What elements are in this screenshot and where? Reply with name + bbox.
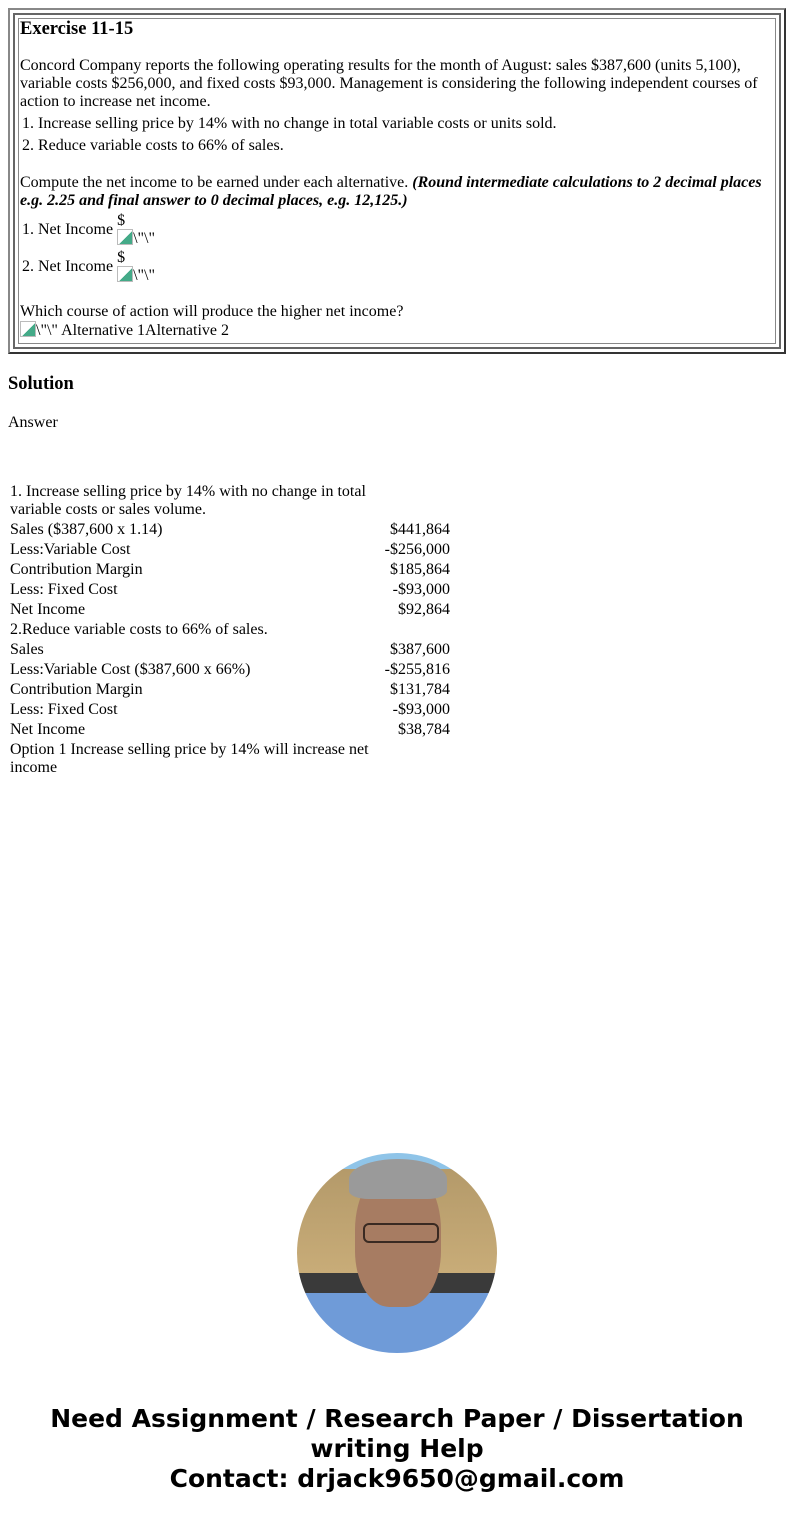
solution-heading: Solution xyxy=(8,374,74,394)
image-alt-text: \"\" xyxy=(133,230,156,247)
instruction xyxy=(20,174,766,210)
table-row xyxy=(8,600,452,620)
row-value: $38,784 xyxy=(398,721,450,738)
row-label: Option 1 Increase selling price by 14% will increase net income xyxy=(10,741,369,776)
image-alt-text: \"\" xyxy=(36,322,58,339)
exercise-title: Exercise 11-15 xyxy=(20,19,134,39)
answer-input-1[interactable] xyxy=(117,229,155,247)
table-row xyxy=(8,640,452,660)
select-options: Alternative 1Alternative 2 xyxy=(61,322,230,339)
alternative-select[interactable] xyxy=(20,321,766,340)
row-value xyxy=(372,740,452,778)
row-label: Sales ($387,600 x 1.14) xyxy=(10,521,163,538)
table-row xyxy=(8,720,452,740)
table-row xyxy=(8,660,452,680)
row-value: -$255,816 xyxy=(384,661,450,678)
row-label: Less:Variable Cost xyxy=(10,541,131,558)
table-row xyxy=(8,740,452,778)
currency-symbol: $ xyxy=(117,249,126,266)
row-value: $92,864 xyxy=(398,601,450,618)
net-income-row-1 xyxy=(22,212,766,247)
row-label: 2.Reduce variable costs to 66% of sales. xyxy=(10,621,268,638)
instruction-text: Compute the net income to be earned under each alternative. xyxy=(20,174,409,191)
glasses xyxy=(363,1223,439,1243)
table-row xyxy=(8,540,452,560)
table-row xyxy=(8,520,452,540)
row-value: -$93,000 xyxy=(392,581,450,598)
image-alt-text: \"\" xyxy=(133,267,156,284)
broken-image-icon xyxy=(117,266,133,282)
row-label: Less:Variable Cost ($387,600 x 66%) xyxy=(10,661,251,678)
table-row xyxy=(8,620,452,640)
table-row xyxy=(8,580,452,600)
table-row xyxy=(8,680,452,700)
solution-table xyxy=(8,482,452,778)
row-value xyxy=(372,482,452,520)
table-row xyxy=(8,560,452,580)
rounding-note: (Round intermediate calculations to 2 decimal places e.g. 2.25 and final answer to 0 decimal places, e.g. 12,125.) xyxy=(20,174,762,209)
answer-input-2[interactable] xyxy=(117,266,155,284)
broken-image-icon xyxy=(117,229,133,245)
row-label: Sales xyxy=(10,641,44,658)
currency-symbol: $ xyxy=(117,212,126,229)
row-label: Contribution Margin xyxy=(10,561,143,578)
row-label: Less: Fixed Cost xyxy=(10,701,118,718)
row-label: Net Income xyxy=(10,601,86,618)
answer-label: Answer xyxy=(8,414,58,431)
option-1: 1. Increase selling price by 14% with no change in total variable costs or units sold. xyxy=(22,115,557,132)
row-label: Less: Fixed Cost xyxy=(10,581,118,598)
row-value: $387,600 xyxy=(390,641,450,658)
table-row xyxy=(8,700,452,720)
row-label: Net Income xyxy=(10,721,86,738)
option-2: 2. Reduce variable costs to 66% of sales. xyxy=(22,137,284,154)
row-value: -$256,000 xyxy=(384,541,450,558)
footer-line-1: Need Assignment / Research Paper / Dissertation writing Help xyxy=(50,1404,744,1463)
row-value: $441,864 xyxy=(390,521,450,538)
author-avatar xyxy=(297,1153,497,1353)
row-value xyxy=(372,620,452,640)
row-value: -$93,000 xyxy=(392,701,450,718)
broken-image-icon xyxy=(20,321,36,337)
net-income-label: 2. Net Income xyxy=(22,257,114,275)
row-label: Contribution Margin xyxy=(10,681,143,698)
footer-banner xyxy=(0,1404,794,1494)
net-income-row-2 xyxy=(22,249,766,284)
footer-contact: Contact: drjack9650@gmail.com xyxy=(169,1464,625,1493)
net-income-label: 1. Net Income xyxy=(22,220,114,238)
question-text: Which course of action will produce the higher net income? xyxy=(20,303,404,320)
exercise-intro: Concord Company reports the following operating results for the month of August: sales $387,600 (units 5,100), variable costs $256,000, and fixed costs $93,000. Management is considering the following independent courses of action to increase net income. xyxy=(20,57,758,110)
hair xyxy=(349,1159,447,1199)
table-row xyxy=(8,482,452,520)
row-value: $185,864 xyxy=(390,561,450,578)
row-label: 1. Increase selling price by 14% with no change in total variable costs or sales volume. xyxy=(10,483,366,518)
row-value: $131,784 xyxy=(390,681,450,698)
question-content xyxy=(20,18,766,340)
